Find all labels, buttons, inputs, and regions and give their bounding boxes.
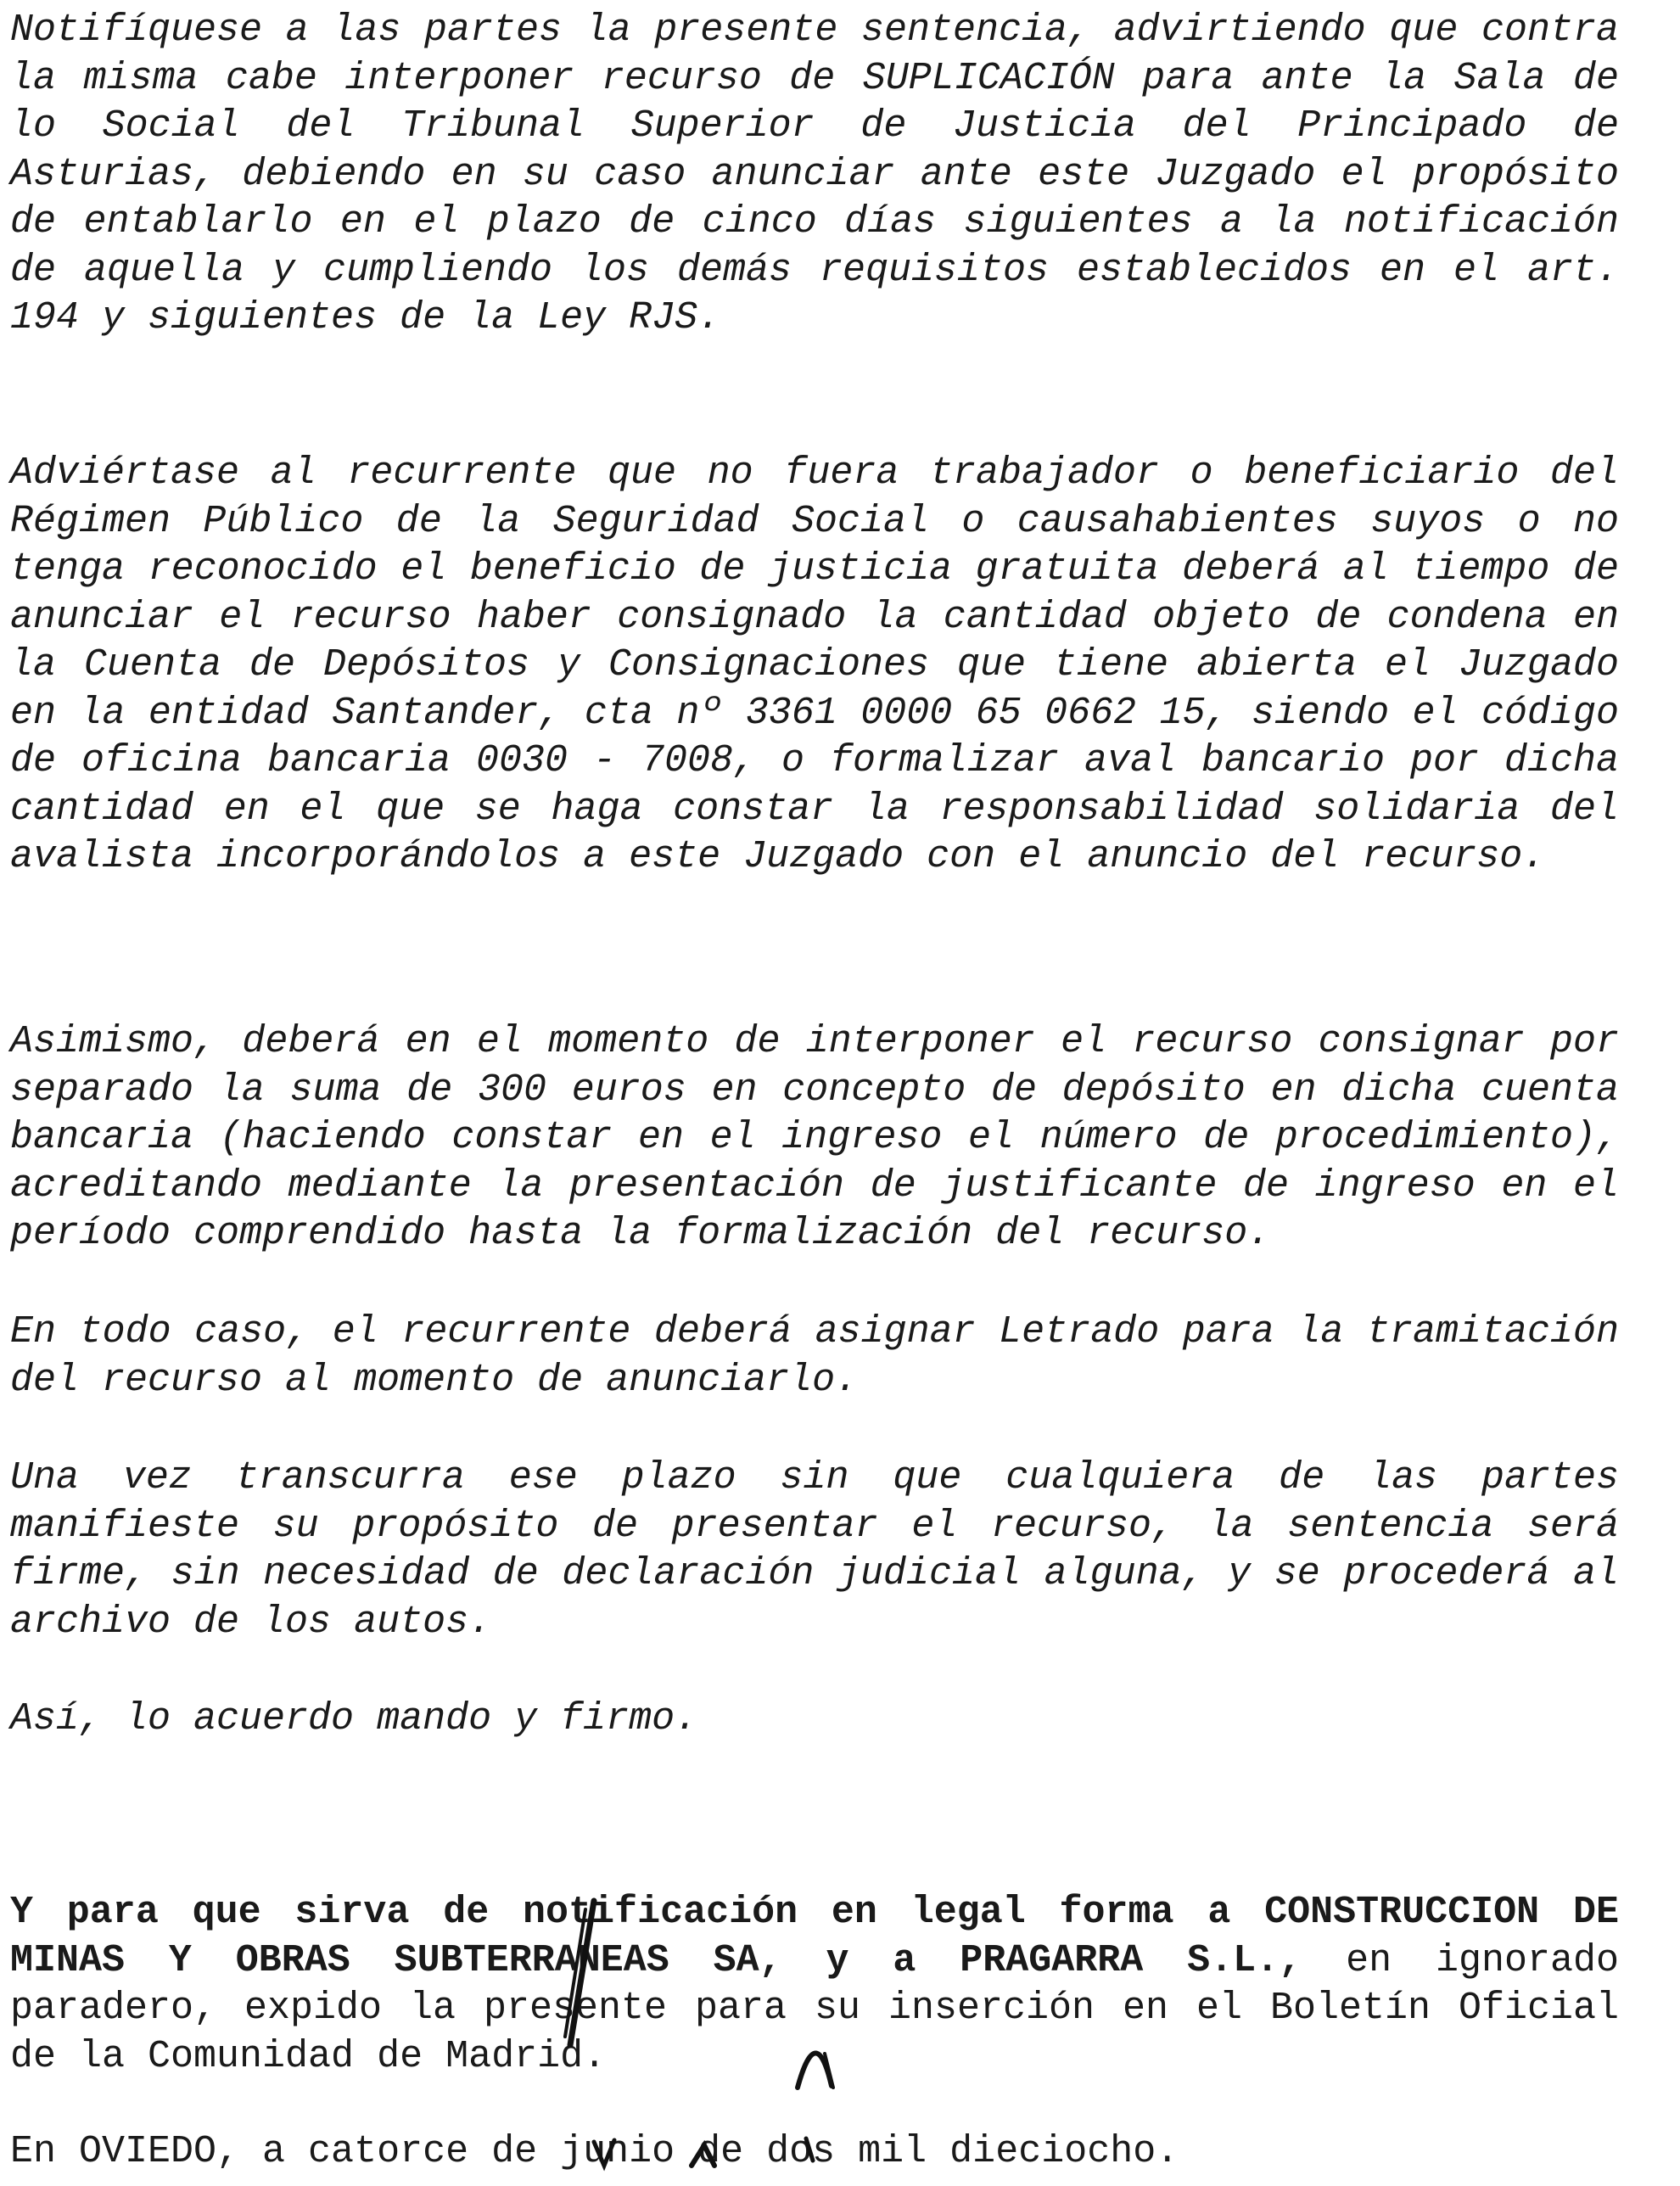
- paragraph-signature-formula: Así, lo acuerdo mando y firmo.: [10, 1697, 698, 1740]
- paragraph-notification-appeal: Notifíquese a las partes la presente sentencia, advirtiendo que contra la misma cabe interponer recurso de SUPLICACIÓN para ante la Sala de lo Social del Tribunal Superior de Justicia del Principado de Asturias, debiendo en su caso anunciar ante este Juzgado el propósito de entablarlo en el plazo de cinco días siguientes a la notificación de aquella y cumpliendo los demás requisitos establecidos en el art. 194 y siguientes de la Ley RJS.: [10, 8, 1619, 339]
- edict-purpose: en ignorado paradero, expido la presente para su inserción en el Boletín Oficial de la Comunidad de Madrid.: [10, 1938, 1619, 2078]
- closing-date-line: En OVIEDO, a catorce de junio de dos mil dieciocho.: [10, 2130, 1179, 2173]
- paragraph-deposit-warning: Adviértase al recurrente que no fuera trabajador o beneficiario del Régimen Público de la Seguridad Social o causahabientes suyos o no tenga reconocido el beneficio de justicia gratuita deberá al tiempo de anunciar el recurso haber consignado la cantidad objeto de condena en la Cuenta de Depósitos y Consignaciones que tiene abierta el Juzgado en la entidad Santander, cta nº 3361 0000 65 0662 15, siendo el código de oficina bancaria 0030 - 7008, o formalizar aval bancario por dicha cantidad en el que se haga constar la responsabilidad solidaria del avalista incorporándolos a este Juzgado con el anuncio del recurso.: [10, 451, 1619, 878]
- paragraph-edict-notification: [10, 1889, 1619, 2081]
- paragraph-firmness: Una vez transcurra ese plazo sin que cualquiera de las partes manifieste su propósito de presentar el recurso, la sentencia será firme, sin necesidad de declaración judicial alguna, y se procederá al archivo de los autos.: [10, 1456, 1619, 1644]
- paragraph-lawyer-assignment: En todo caso, el recurrente deberá asignar Letrado para la tramitación del recurso al momento de anunciarlo.: [10, 1310, 1619, 1402]
- paragraph-deposit-300-euros: Asimismo, deberá en el momento de interponer el recurso consignar por separado la suma de 300 euros en concepto de depósito en dicha cuenta bancaria (haciendo constar en el ingreso el número de procedimiento), acreditando mediante la presentación de justificante de ingreso en el período comprendido hasta la formalización del recurso.: [10, 1020, 1619, 1255]
- notified-parties: Y para que sirva de notificación en legal forma a CONSTRUCCION DE MINAS Y OBRAS SUBTERRANEAS SA, y a PRAGARRA S.L.,: [10, 1891, 1619, 1982]
